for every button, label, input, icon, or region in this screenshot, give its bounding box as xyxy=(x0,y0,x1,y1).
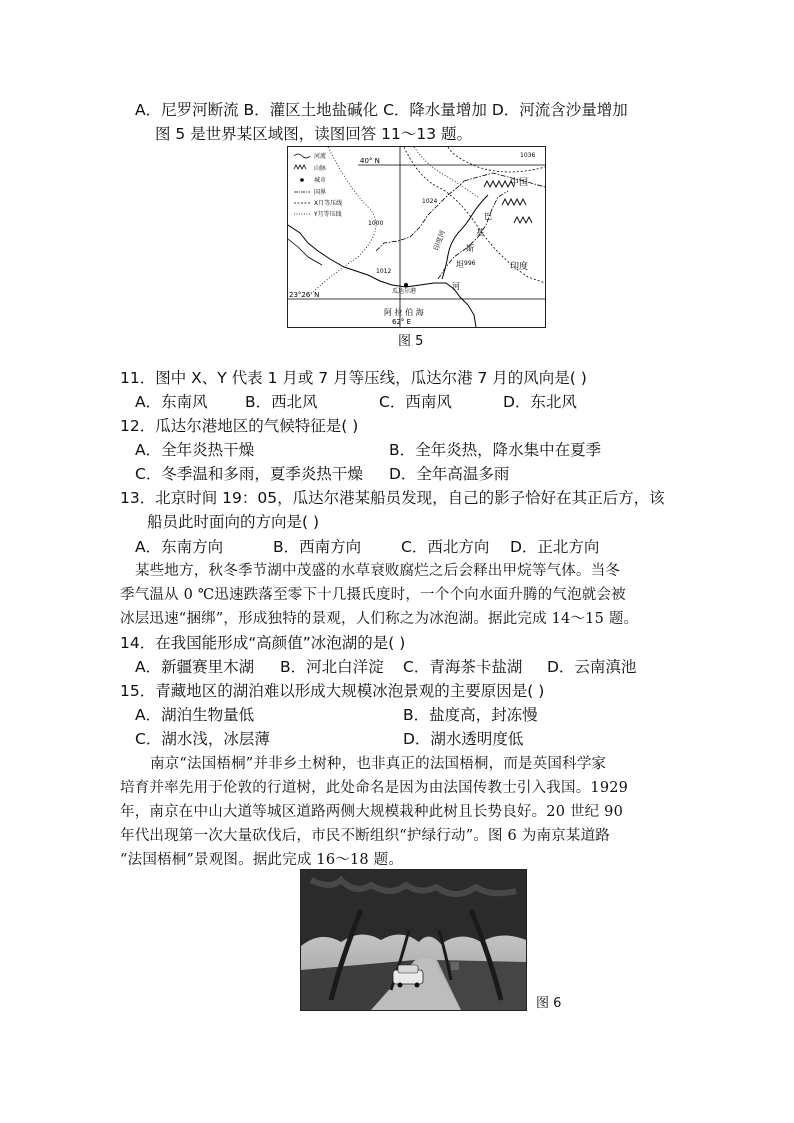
question-15-stem: 15．青藏地区的湖泊难以形成大规模冰泡景观的主要原因是( ) xyxy=(120,682,545,700)
arabian-sea-label: 阿 拉 伯 海 xyxy=(384,308,424,317)
distant-bus xyxy=(451,962,459,970)
figure-5-caption: 图 5 xyxy=(398,334,424,349)
map-intro: 图 5 是世界某区域图，读图回答 11～13 题。 xyxy=(155,125,473,143)
prev-question-options: A．尼罗河断流 B．灌区土地盐碱化 C．降水量增加 D．河流含沙量增加 xyxy=(135,101,628,119)
q15-option-d: D．湖水透明度低 xyxy=(403,730,524,748)
q12-option-c: C．冬季温和多雨，夏季炎热干燥 xyxy=(135,465,363,483)
figure-5-map xyxy=(287,146,546,328)
q11-option-b: B．西北风 xyxy=(245,393,318,411)
china-label: 中国 xyxy=(510,178,529,188)
gwadar-label: 瓜达尔港 xyxy=(392,288,417,295)
border-west xyxy=(376,181,464,251)
q11-option-c: C．西南风 xyxy=(379,393,452,411)
passage-1-line-2: 季气温从 0 ℃迅速跌落至零下十几摄氏度时，一个个向水面升腾的气泡就会被 xyxy=(120,587,626,603)
pakistan-label-2: 基 xyxy=(476,228,484,237)
question-14-stem: 14．在我国能形成“高颜值”冰泡湖的是( ) xyxy=(120,634,406,652)
map-legend xyxy=(294,152,342,218)
q15-option-a: A．湖泊生物量低 xyxy=(135,706,255,724)
question-13-stem-continued: 船员此时面向的方向是( ) xyxy=(147,513,320,531)
question-13-stem: 13．北京时间 19：05，瓜达尔港某船员发现，自己的影子恰好在其正后方，该 xyxy=(120,489,665,507)
lat-tropic-label: 23°26′ N xyxy=(289,291,320,299)
river-char-label: 河 xyxy=(452,282,460,291)
lat-40-label: 40° N xyxy=(360,157,380,165)
indus-river-label: 印度河 xyxy=(432,229,448,252)
border-north xyxy=(464,173,545,187)
isobar-label-1000: 1000 xyxy=(368,220,384,227)
isobar-label-1012: 1012 xyxy=(376,268,392,275)
passage-2-line-5: “法国梧桐”景观图。据此完成 16～18 题。 xyxy=(120,852,404,868)
q13-option-a: A．东南方向 xyxy=(135,538,224,556)
isobar-label-1036: 1036 xyxy=(520,152,536,159)
passage-2-line-1: 南京“法国梧桐”并非乡土树种，也非真正的法国梧桐，而是英国科学家 xyxy=(150,756,607,772)
q14-option-d: D．云南滇池 xyxy=(547,658,637,676)
question-11-stem: 11．图中 X、Y 代表 1 月或 7 月等压线，瓜达尔港 7 月的风向是( ) xyxy=(120,369,587,387)
isobar-label-996: 996 xyxy=(464,260,476,267)
q14-option-b: B．河北白洋淀 xyxy=(280,658,384,676)
q11-option-a: A．东南风 xyxy=(135,393,208,411)
legend-mountain: 山脉 xyxy=(314,165,327,172)
legend-river: 河流 xyxy=(314,153,327,160)
legend-y-isobar: Y月等压线 xyxy=(314,211,342,218)
legend-border: 国界 xyxy=(314,189,327,196)
q12-option-a: A．全年炎热干燥 xyxy=(135,441,255,459)
q15-option-b: B．盐度高，封冻慢 xyxy=(403,706,538,724)
passage-1-line-1: 某些地方，秋冬季节湖中茂盛的水草衰败腐烂之后会释出甲烷等气体。当冬 xyxy=(135,563,621,579)
india-label: 印度 xyxy=(510,262,529,272)
question-12-stem: 12．瓜达尔港地区的气候特征是( ) xyxy=(120,417,359,435)
map-drawing xyxy=(288,147,545,327)
q15-option-c: C．湖水浅，冰层薄 xyxy=(135,730,270,748)
q11-option-d: D．东北风 xyxy=(503,393,577,411)
street-photo-drawing xyxy=(301,870,526,1010)
passage-2-line-4: 年代出现第一次大量砍伐后，市民不断组织“护绿行动”。图 6 为南京某道路 xyxy=(120,828,610,844)
passage-2-line-2: 培育并率先用于伦敦的行道树，此处命名是因为由法国传教士引入我国。1929 xyxy=(120,780,629,796)
q14-option-c: C．青海茶卡盐湖 xyxy=(403,658,523,676)
legend-city: 城市 xyxy=(314,177,327,184)
q13-option-c: C．西北方向 xyxy=(401,538,490,556)
pakistan-label-4: 坦 xyxy=(456,260,464,269)
figure-6-caption: 图 6 xyxy=(536,996,562,1011)
isobar-1024 xyxy=(414,147,478,197)
passage-1-line-3: 冰层迅速“捆绑”，形成独特的景观，人们称之为冰泡湖。据此完成 14～15 题。 xyxy=(120,611,639,627)
coastline-2 xyxy=(288,239,322,265)
isobar-label-1024: 1024 xyxy=(422,198,438,205)
q13-option-d: D．正北方向 xyxy=(510,538,600,556)
figure-6-photo xyxy=(300,869,527,1011)
q12-option-d: D．全年高温多雨 xyxy=(389,465,510,483)
q13-option-b: B．西南方向 xyxy=(273,538,362,556)
q12-option-b: B．全年炎热，降水集中在夏季 xyxy=(389,441,602,459)
passage-2-line-3: 年，南京在中山大道等城区道路两侧大规模栽种此树且长势良好。20 世纪 90 xyxy=(120,804,624,820)
gwadar-city-marker xyxy=(404,283,408,287)
pakistan-label-1: 巴 xyxy=(484,212,492,221)
coastline xyxy=(288,225,476,327)
q14-option-a: A．新疆赛里木湖 xyxy=(135,658,255,676)
isobar-1036 xyxy=(448,147,545,172)
pakistan-label-3: 斯 xyxy=(466,244,474,253)
lon-62-label: 62° E xyxy=(392,318,412,326)
legend-x-isobar: X月等压线 xyxy=(314,200,343,207)
